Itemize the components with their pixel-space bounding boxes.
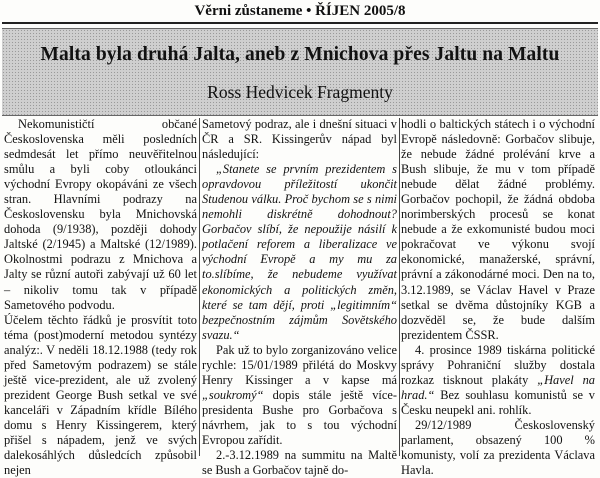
col2-paragraph-1: Sametový podraz, ale i dnešní situaci v ČR a SR. Kissingerův nápad byl následující: (202, 117, 397, 162)
header-rule (2, 22, 598, 24)
col3-p2-part-c: Bez souhlasu komunistů se v Česku neupekl ani. rohlík. (401, 387, 595, 417)
col2-paragraph-2 (202, 343, 397, 448)
column-divider-1 (199, 118, 200, 456)
column-2 (202, 117, 397, 478)
column-3 (401, 117, 595, 478)
col2-quote-text: „Stanete se prvním prezidentem s opravdovou příležitostí ukončit Studenou válku. Proč bychom se s nimi nemohli diskrétně dohodnout? Gorbačov slíbí, že nepoužije násilí k potlačení reforem a liberalizace ve východní Evropě a my mu za to.slíbíme, že nebudeme využívat ekonomických a politických změn, které se tam dějí, proti „legitimním“ bezpečnostním zájmům Sovětského svazu.“ (202, 162, 397, 342)
col2-p2-part-b: „soukromý“ (202, 387, 264, 402)
page-header: Věrni zůstaneme • ŘÍJEN 2005/8 (194, 3, 406, 19)
column-1 (4, 117, 197, 478)
col1-paragraph-1: Nekomunističtí občané Československa měli posledních sedmdesát let přímo neuvěřitelnou smůlu a byli coby otloukánci východní Evropy okopáváni ze všech stran. Hlavními podrazy na Československu byla Mnichovská dohoda (9/1938), později dohody Jaltské (2/1945) a Maltské (12/1989). Okolnostmi podrazu z Mnichova a Jalty se různí autoři zabývají už 60 let – nikoliv tomu tak v případě Sametového podvodu. (4, 117, 197, 312)
column-divider-2 (399, 118, 400, 456)
col3-p2-part-b: „Havel na hrad.“ (401, 372, 595, 402)
col2-paragraph-3: 2.-3.12.1989 na summitu na Maltě se Bush a Gorbačov tajně do- (202, 448, 397, 478)
col2-p2-part-c: dopis stále ještě více-presidenta Bushe pro Gorbačova s návrhem, jak to s tou východní Evropou zařídit. (202, 387, 397, 447)
col2-quote (202, 162, 397, 343)
col1-paragraph-2: Účelem těchto řádků je prosvítit toto téma (post)moderní metodou syntézy analýz:. V neděli 18.12.1988 (tedy rok před Sametovým podrazem) se stále ještě vice-prezident, ale už zvolený prezident George Bush setkal ve své kanceláři v Západním křídle Bílého domu s Henry Kissingerem, který přišel s nápadem, jenž ve svých dalekosáhlých důsledcích způsobil nejen (4, 312, 197, 478)
article-author: Ross Hedvicek Fragmenty (207, 82, 393, 102)
col3-paragraph-3: 29/12/1989 Československý parlament, obsazený 100 % komunisty, volí za prezidenta Václava Havla. (401, 417, 595, 478)
col3-paragraph-2 (401, 343, 595, 418)
col3-p2-part-a: 4. prosince 1989 tiskárna politické správy Pohraniční služby dostala rozkaz tisknout plakáty (401, 342, 595, 387)
col2-p2-part-a: Pak už to bylo zorganizováno velice rychle: 15/01/1989 přilétá do Moskvy Henry Kissinger a v kapse má (202, 342, 397, 387)
article-title: Malta byla druhá Jalta, aneb z Mnichova přes Jaltu na Maltu (40, 44, 560, 65)
col3-paragraph-1: hodli o baltických státech i o východní Evropě následovně: Gorbačov slibuje, že nebude žádné prolévání krve a Bush slibuje, že mu v tom případě nebude dělat žádné problémy. Gorbačov pochopil, že žádná obdoba norimberských procesů se konat nebude a že exkomunisté budou moci pokračovat ve výkonu svojí ekonomické, manažerské, správní, právní a zákonodárné moci. Den na to, 3.12.1989, se Václav Havel v Praze setkal se dvěma důstojníky KGB a dozvěděl se, že bude dalším prezidentem ČSSR. (401, 117, 595, 342)
